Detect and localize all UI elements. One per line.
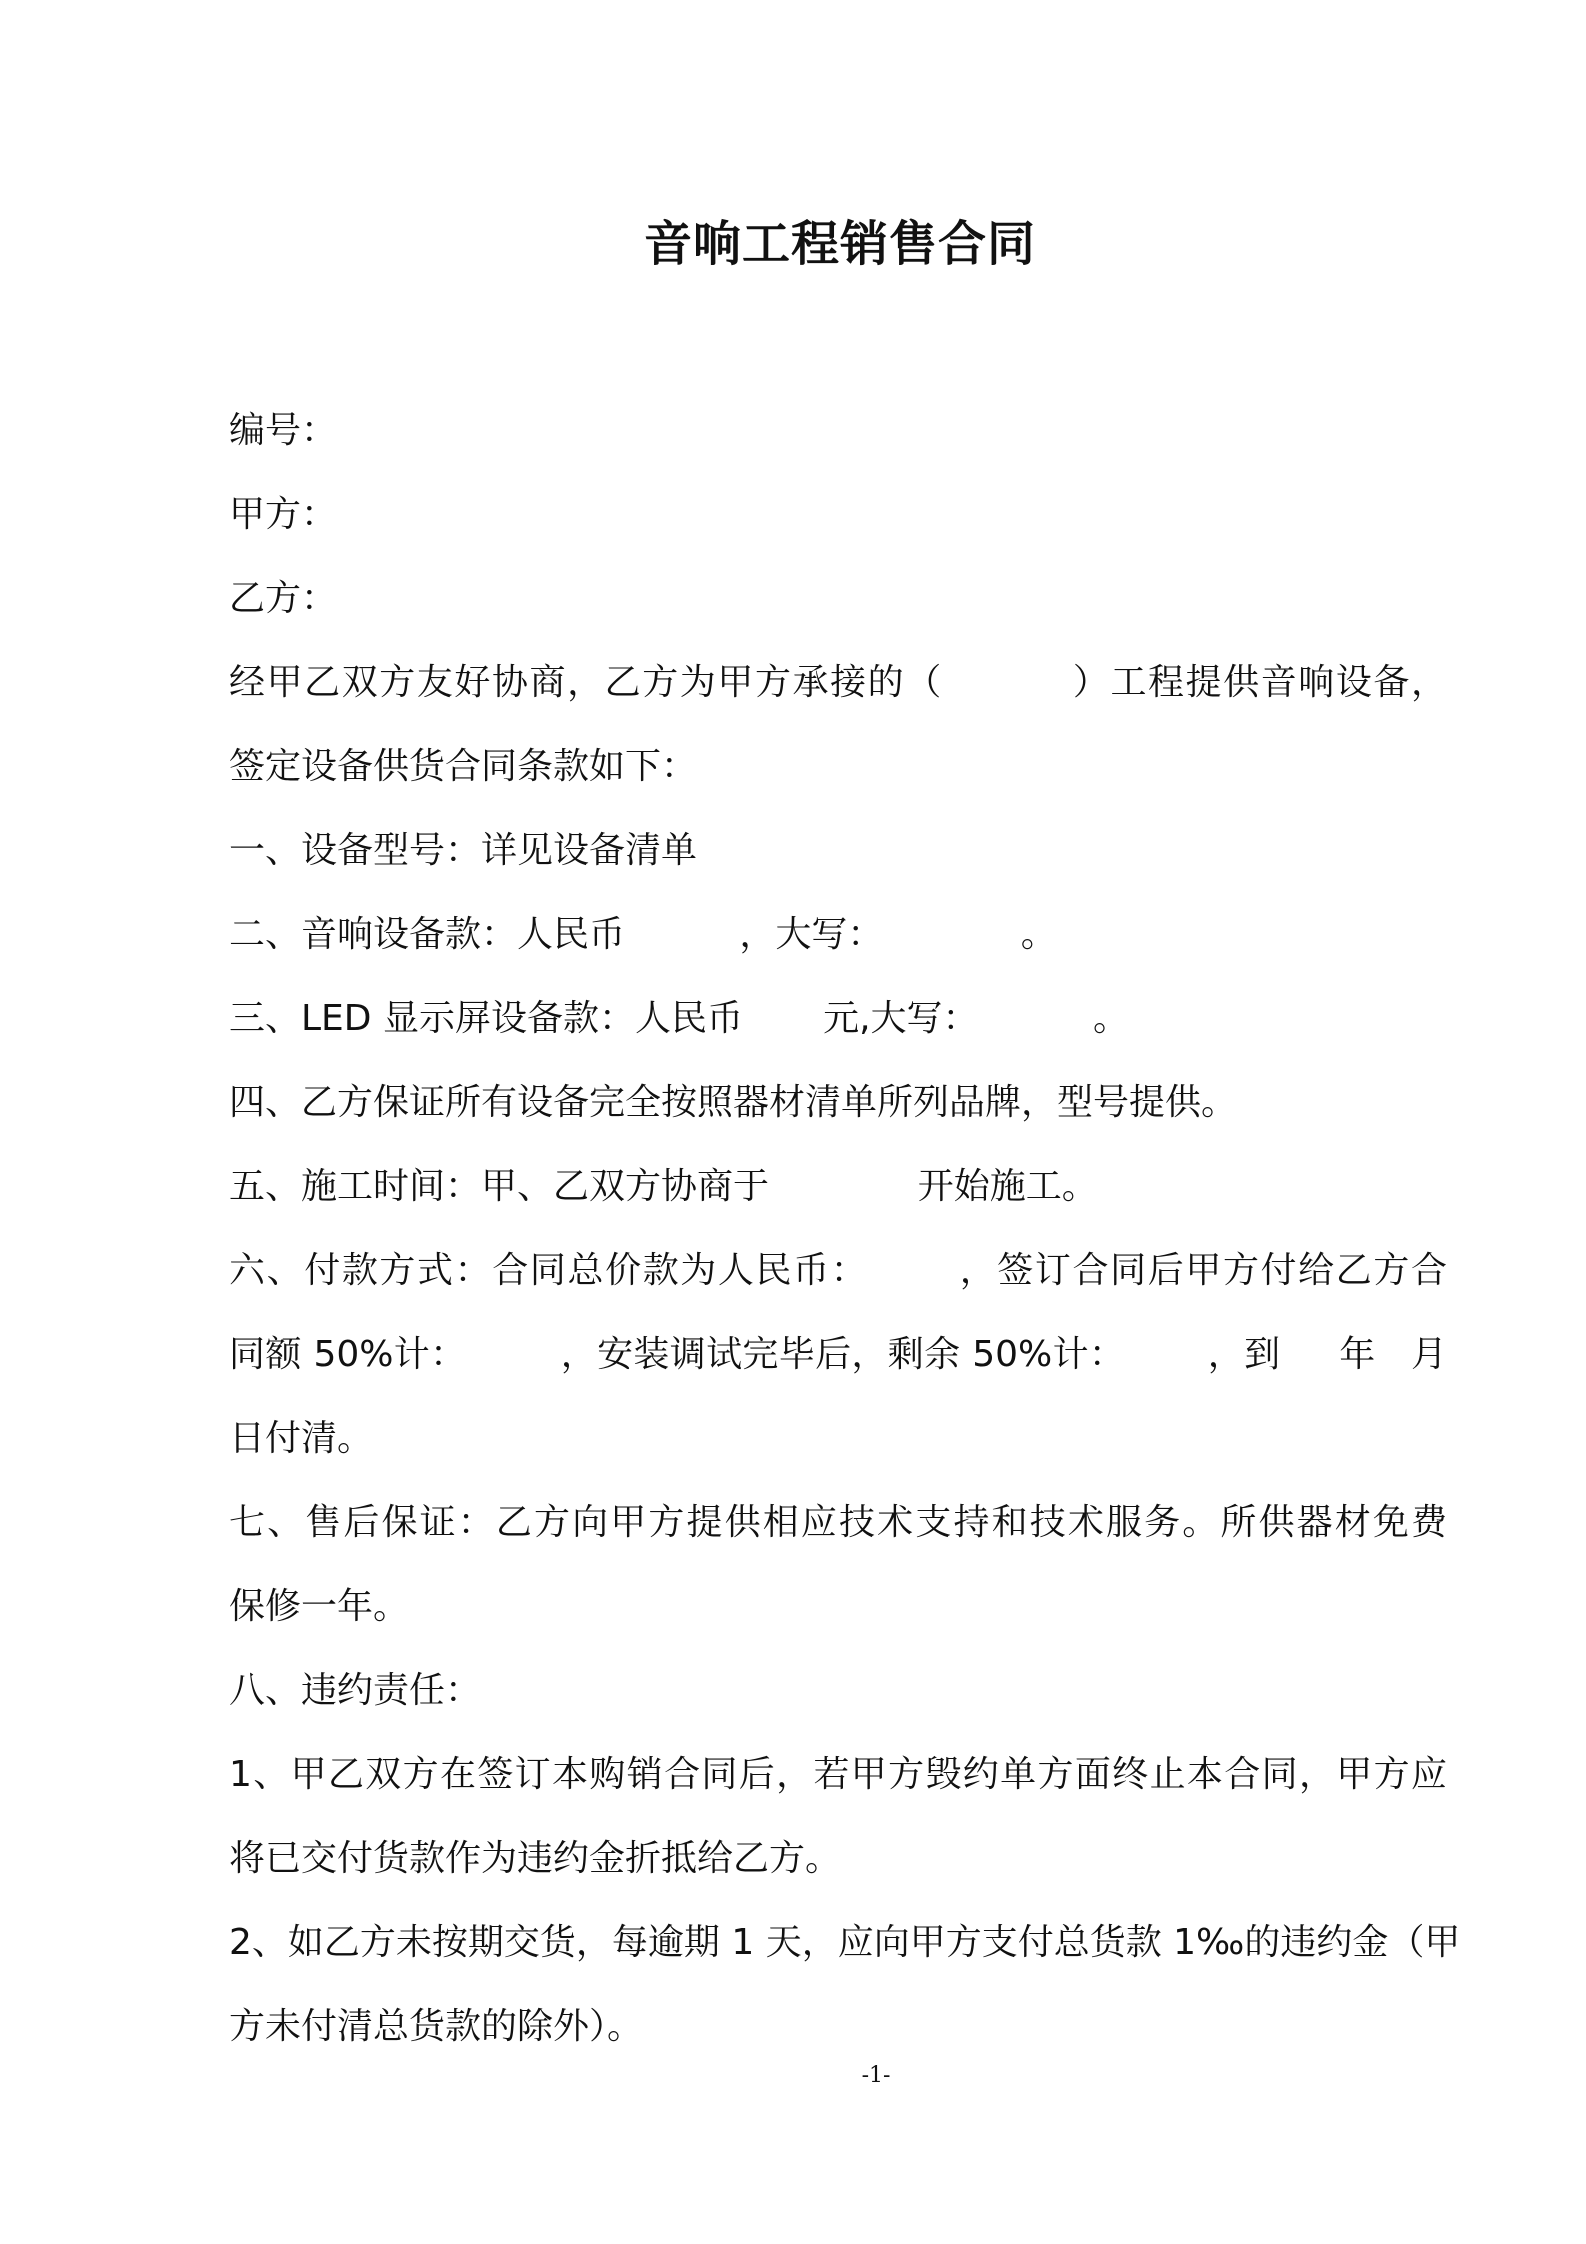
clause-6-line-1: 六、付款方式：合同总价款为人民币： ，签订合同后甲方付给乙方合 [229, 1250, 1447, 1291]
party-a-label: 甲方： [229, 494, 338, 535]
clause-1: 一、设备型号：详见设备清单 [229, 830, 698, 871]
clause-6-line-3: 日付清。 [229, 1418, 374, 1459]
preamble-line-2: 签定设备供货合同条款如下： [229, 746, 698, 787]
clause-7-line-1: 七、售后保证：乙方向甲方提供相应技术支持和技术服务。所供器材免费 [229, 1502, 1447, 1543]
clause-8-item-2-line-1: 2、如乙方未按期交货，每逾期 1 天，应向甲方支付总货款 1‰的违约金（甲 [229, 1922, 1461, 1963]
clause-5: 五、施工时间：甲、乙双方协商于 开始施工。 [229, 1166, 1098, 1207]
document-title: 音响工程销售合同 [643, 216, 1036, 272]
clause-3: 三、LED 显示屏设备款：人民币 元,大写： 。 [229, 998, 1129, 1039]
clause-8-heading: 八、违约责任： [229, 1670, 482, 1711]
clause-8-item-2-line-2: 方未付清总货款的除外）。 [229, 2006, 644, 2047]
page-number: -1- [861, 2063, 891, 2088]
preamble-line-1: 经甲乙双方友好协商，乙方为甲方承接的（ ）工程提供音响设备， [229, 662, 1447, 703]
clause-4: 四、乙方保证所有设备完全按照器材清单所列品牌，型号提供。 [229, 1082, 1238, 1123]
clause-8-item-1-line-2: 将已交付货款作为违约金折抵给乙方。 [229, 1838, 842, 1879]
clause-8-item-1-line-1: 1、甲乙双方在签订本购销合同后，若甲方毁约单方面终止本合同，甲方应 [229, 1754, 1447, 1795]
clause-2: 二、音响设备款：人民币 ，大写： 。 [229, 914, 1057, 955]
clause-7-line-2: 保修一年。 [229, 1586, 410, 1627]
party-b-label: 乙方： [229, 578, 338, 619]
contract-number-label: 编号： [229, 410, 338, 451]
clause-6-line-2: 同额 50%计： ，安装调试完毕后，剩余 50%计： ，到 年 月 [229, 1334, 1447, 1375]
